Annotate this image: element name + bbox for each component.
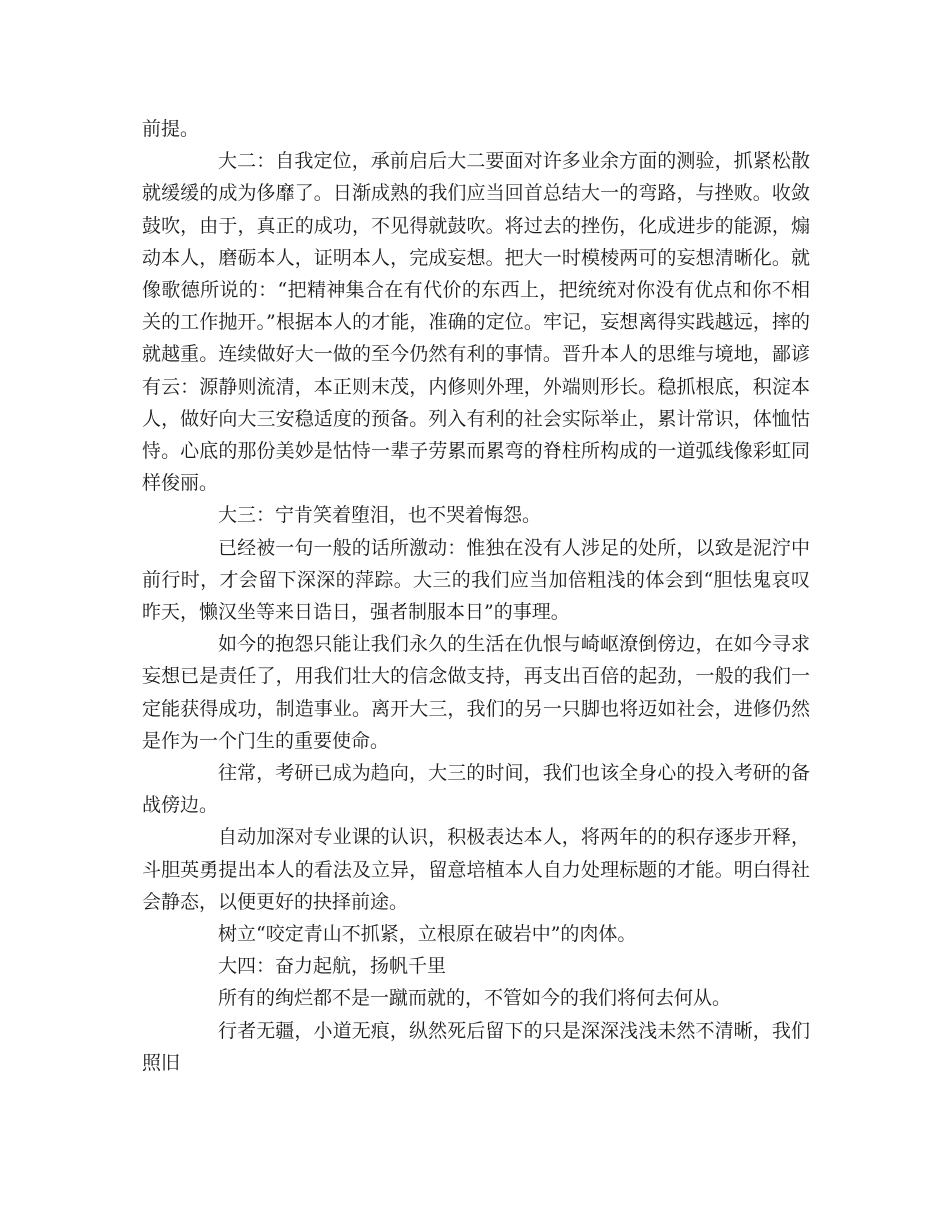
paragraph-7: 自动加深对专业课的认识，积极表达本人，将两年的的积存逐步开释，斗胆英勇提出本人的看法及立异，留意培植本人自力处理标题的才能。明白得社会静态，以便更好的抉择前途。 — [142, 826, 810, 913]
paragraph-3: 大三：宁肯笑着堕泪，也不哭着悔怨。 — [218, 504, 542, 527]
paragraph-8: 树立“咬定青山不抓紧，立根原在破岩中”的肉体。 — [218, 923, 637, 946]
paragraph-5: 如今的抱怨只能让我们永久的生活在仇恨与崎岖潦倒傍边，在如今寻求妄想已是责任了，用我们壮大的信念做支持，再支出百倍的起劲，一般的我们一定能获得成功，制造事业。离开大三，我们的另一只脚也将迈如社会，进修仍然是作为一个门生的重要使命。 — [142, 633, 810, 752]
paragraph-1: 前提。 — [142, 118, 200, 140]
paragraph-11: 行者无疆，小道无痕，纵然死后留下的只是深深浅浅未然不清晰，我们照旧 — [142, 1019, 810, 1074]
paragraph-10: 所有的绚烂都不是一蹴而就的，不管如今的我们将何去何从。 — [218, 987, 732, 1010]
body-text — [142, 113, 810, 1079]
paragraph-9: 大四：奋力起航，扬帆千里 — [218, 955, 447, 978]
paragraph-6: 往常，考研已成为趋向，大三的时间，我们也该全身心的投入考研的备战傍边。 — [142, 762, 810, 817]
paragraph-2: 大二：自我定位，承前启后大二要面对许多业余方面的测验，抓紧松散就缓缓的成为侈靡了。日渐成熟的我们应当回首总结大一的弯路，与挫败。收敛鼓吹，由于，真正的成功，不见得就鼓吹。将过去的挫伤，化成进步的能源，煽动本人，磨砺本人，证明本人，完成妄想。把大一时模棱两可的妄想清晰化。就像歌德所说的：“把精神集合在有代价的东西上，把统统对你没有优点和你不相关的工作抛开。”根据本人的才能，准确的定位。牢记，妄想离得实践越远，摔的就越重。连续做好大一做的至今仍然有利的事情。晋升本人的思维与境地，鄙谚有云：源静则流清，本正则末茂，内修则外理，外端则形长。稳抓根底，积淀本人，做好向大三安稳适度的预备。列入有利的社会实际举止，累计常识，体恤怙恃。心底的那份美妙是怙恃一辈子劳累而累弯的脊柱所构成的一道弧线像彩虹同样俊丽。 — [142, 150, 810, 495]
paragraph-4: 已经被一句一般的话所激动：惟独在没有人涉足的处所，以致是泥泞中前行时，才会留下深深的萍踪。大三的我们应当加倍粗浅的体会到“胆怯鬼哀叹昨天，懒汉坐等来日诰日，强者制服本日”的事理。 — [142, 536, 810, 624]
